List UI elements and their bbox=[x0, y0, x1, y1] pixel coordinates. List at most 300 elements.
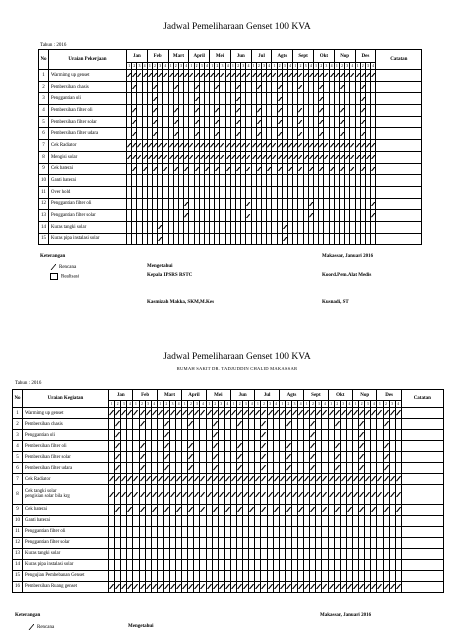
plan-mark bbox=[174, 132, 178, 136]
plan-mark bbox=[158, 237, 162, 241]
header-week: 3 bbox=[304, 64, 307, 68]
header-week: 3 bbox=[138, 64, 141, 68]
row-number: 2 bbox=[39, 81, 49, 93]
header-task: Uraian Pekerjaan bbox=[49, 50, 127, 70]
plan-mark bbox=[205, 155, 209, 159]
doc2-legend-plan bbox=[28, 624, 54, 630]
plan-mark bbox=[262, 73, 266, 77]
plan-mark bbox=[213, 421, 218, 426]
plan-mark bbox=[237, 465, 242, 470]
plan-mark bbox=[384, 454, 389, 459]
plan-mark bbox=[153, 97, 157, 101]
row-task-label: Penggantian filter oli bbox=[51, 201, 92, 207]
plan-mark bbox=[268, 410, 273, 415]
plan-mark bbox=[188, 584, 193, 589]
table-row bbox=[39, 163, 422, 175]
plan-mark bbox=[350, 167, 354, 171]
row-task bbox=[49, 210, 127, 222]
header-week: 1 bbox=[356, 64, 359, 68]
plan-mark bbox=[298, 584, 303, 589]
plan-mark bbox=[341, 410, 346, 415]
plan-mark bbox=[176, 476, 181, 481]
plan-mark bbox=[148, 73, 152, 77]
row-number: 9 bbox=[39, 163, 49, 175]
plan-mark bbox=[319, 120, 323, 124]
plan-mark bbox=[304, 476, 309, 481]
plan-mark bbox=[353, 492, 358, 497]
plan-mark bbox=[335, 465, 340, 470]
doc1-title: Jadwal Pemeliharaan Genset 100 KVA bbox=[163, 22, 311, 32]
table-row bbox=[13, 559, 444, 570]
plan-mark bbox=[236, 167, 240, 171]
plan-mark-icon bbox=[50, 264, 56, 270]
plan-mark bbox=[377, 584, 382, 589]
table-row bbox=[13, 441, 444, 452]
header-week: 1 bbox=[377, 401, 383, 408]
header-week: 1 bbox=[353, 401, 359, 408]
plan-mark bbox=[298, 120, 302, 124]
plan-mark bbox=[340, 120, 344, 124]
plan-mark bbox=[121, 584, 126, 589]
plan-mark bbox=[174, 73, 178, 77]
header-week: 1 bbox=[232, 64, 234, 68]
plan-mark bbox=[371, 73, 375, 77]
plan-mark bbox=[390, 584, 395, 589]
plan-mark bbox=[283, 237, 287, 241]
plan-mark bbox=[249, 492, 254, 497]
plan-mark bbox=[246, 202, 250, 206]
header-week: 3 bbox=[263, 64, 265, 68]
plan-mark bbox=[132, 73, 136, 77]
header-month: Okt bbox=[328, 390, 352, 401]
plan-mark bbox=[335, 421, 340, 426]
doc2-ack: Mengetahui bbox=[128, 624, 154, 629]
header-month: Des bbox=[355, 50, 376, 63]
row-notes bbox=[401, 504, 443, 515]
plan-mark bbox=[347, 492, 352, 497]
table-row bbox=[13, 526, 444, 537]
plan-mark bbox=[257, 143, 261, 147]
plan-mark bbox=[347, 410, 352, 415]
plan-mark bbox=[241, 143, 245, 147]
header-month: Des bbox=[377, 390, 401, 401]
header-week: 4 bbox=[226, 64, 229, 68]
real-label: Realisasi bbox=[61, 274, 80, 280]
row-task bbox=[23, 559, 109, 570]
header-task: Uraian Kegiatan bbox=[23, 390, 109, 408]
plan-mark bbox=[188, 492, 193, 497]
plan-mark bbox=[347, 507, 352, 512]
row-task bbox=[23, 570, 109, 581]
plan-mark bbox=[377, 492, 382, 497]
doc1-head1-name: Kasmizah Makka, SKM,M.Kes bbox=[147, 300, 215, 305]
header-week: 1 bbox=[190, 64, 193, 68]
plan-mark bbox=[246, 143, 250, 147]
plan-mark bbox=[257, 73, 261, 77]
header-week: 4 bbox=[273, 401, 279, 408]
row-number: 12 bbox=[13, 537, 23, 548]
header-week: 4 bbox=[351, 64, 354, 68]
plan-mark bbox=[215, 167, 219, 171]
header-week: 2 bbox=[341, 64, 343, 68]
plan-mark bbox=[329, 584, 334, 589]
row-task-label: Mengisi solar bbox=[51, 154, 78, 160]
plan-mark bbox=[396, 410, 401, 415]
row-notes bbox=[376, 128, 422, 140]
row-notes bbox=[401, 474, 443, 485]
plan-mark bbox=[262, 155, 266, 159]
row-number: 5 bbox=[39, 116, 49, 128]
plan-mark bbox=[353, 476, 358, 481]
header-week: 2 bbox=[383, 401, 389, 408]
plan-mark bbox=[236, 73, 240, 77]
plan-mark bbox=[200, 476, 205, 481]
plan-mark bbox=[210, 73, 214, 77]
plan-mark bbox=[359, 421, 364, 426]
plan-mark bbox=[174, 85, 178, 89]
header-week: 4 bbox=[127, 401, 133, 408]
plan-mark bbox=[170, 476, 175, 481]
row-task bbox=[23, 526, 109, 537]
plan-mark bbox=[115, 421, 120, 426]
header-week: 2 bbox=[361, 64, 364, 68]
plan-mark bbox=[288, 167, 292, 171]
plan-mark bbox=[210, 143, 214, 147]
header-week: 2 bbox=[154, 64, 156, 68]
plan-mark bbox=[220, 143, 224, 147]
plan-mark bbox=[220, 73, 224, 77]
plan-mark bbox=[127, 143, 131, 147]
plan-mark bbox=[148, 155, 152, 159]
plan-mark bbox=[272, 143, 276, 147]
plan-mark bbox=[215, 132, 219, 136]
plan-mark bbox=[361, 108, 365, 112]
plan-mark bbox=[194, 584, 199, 589]
plan-mark bbox=[319, 143, 323, 147]
plan-mark bbox=[371, 155, 375, 159]
plan-mark bbox=[255, 410, 260, 415]
plan-mark bbox=[164, 584, 169, 589]
plan-mark bbox=[127, 410, 132, 415]
plan-mark bbox=[219, 476, 224, 481]
header-week: 4 bbox=[151, 401, 157, 408]
plan-mark bbox=[384, 584, 389, 589]
plan-mark bbox=[293, 143, 297, 147]
plan-mark bbox=[109, 476, 114, 481]
plan-mark bbox=[288, 73, 292, 77]
plan-mark bbox=[340, 108, 344, 112]
row-task-label: Pembersihan filter oli bbox=[51, 107, 93, 113]
plan-mark bbox=[257, 108, 261, 112]
header-week: 1 bbox=[169, 64, 172, 68]
header-month: Jan bbox=[109, 390, 133, 401]
plan-mark bbox=[278, 143, 282, 147]
plan-mark bbox=[200, 584, 205, 589]
header-month: Feb bbox=[147, 50, 168, 63]
plan-mark bbox=[359, 443, 364, 448]
header-week: 3 bbox=[325, 64, 328, 68]
plan-mark bbox=[319, 108, 323, 112]
doc1-head2-name: Kusnadi, ST bbox=[322, 300, 349, 305]
row-task-label: Pembersihan chasis bbox=[51, 84, 89, 90]
plan-mark bbox=[194, 492, 199, 497]
plan-mark bbox=[283, 225, 287, 229]
plan-mark bbox=[316, 492, 321, 497]
plan-mark bbox=[158, 584, 163, 589]
plan-mark bbox=[182, 410, 187, 415]
plan-mark bbox=[169, 143, 173, 147]
plan-mark bbox=[115, 476, 120, 481]
header-month: Sept bbox=[304, 390, 328, 401]
plan-mark bbox=[153, 143, 157, 147]
plan-mark bbox=[298, 143, 302, 147]
header-week: 1 bbox=[255, 401, 261, 408]
table-row bbox=[13, 408, 444, 419]
plan-mark bbox=[267, 143, 271, 147]
row-task-label: Warmimg up genset bbox=[25, 410, 64, 416]
plan-mark bbox=[365, 476, 370, 481]
plan-mark bbox=[310, 443, 315, 448]
row-notes bbox=[376, 175, 422, 187]
table-row bbox=[39, 175, 422, 187]
header-week: 1 bbox=[304, 401, 310, 408]
plan-mark bbox=[390, 410, 395, 415]
plan-mark bbox=[146, 584, 151, 589]
plan-mark bbox=[304, 492, 309, 497]
plan-mark bbox=[200, 143, 204, 147]
row-notes bbox=[401, 548, 443, 559]
plan-mark bbox=[359, 410, 364, 415]
plan-mark bbox=[188, 476, 193, 481]
plan-mark bbox=[335, 454, 340, 459]
row-task bbox=[23, 515, 109, 526]
plan-mark bbox=[153, 155, 157, 159]
plan-mark bbox=[356, 73, 360, 77]
plan-mark bbox=[137, 73, 141, 77]
row-task-label: Penggantian filter solar bbox=[25, 540, 70, 546]
row-task bbox=[49, 140, 127, 152]
plan-mark bbox=[188, 421, 193, 426]
header-week: 2 bbox=[174, 64, 177, 68]
plan-mark bbox=[182, 584, 187, 589]
table-row bbox=[13, 548, 444, 559]
plan-mark bbox=[163, 155, 167, 159]
row-task bbox=[23, 485, 109, 505]
plan-mark bbox=[194, 476, 199, 481]
row-task bbox=[49, 116, 127, 128]
row-task bbox=[23, 474, 109, 485]
plan-mark bbox=[262, 143, 266, 147]
plan-mark bbox=[356, 155, 360, 159]
plan-mark bbox=[207, 410, 212, 415]
table-row bbox=[39, 198, 422, 210]
plan-mark bbox=[170, 410, 175, 415]
plan-mark bbox=[361, 85, 365, 89]
plan-mark bbox=[213, 492, 218, 497]
header-week: 4 bbox=[206, 64, 208, 68]
row-number: 15 bbox=[39, 233, 49, 245]
header-week: 3 bbox=[221, 64, 224, 68]
plan-mark bbox=[237, 454, 242, 459]
plan-mark bbox=[195, 97, 199, 101]
plan-mark bbox=[176, 410, 181, 415]
plan-mark bbox=[341, 492, 346, 497]
plan-mark bbox=[261, 507, 266, 512]
plan-mark bbox=[195, 155, 199, 159]
plan-mark bbox=[207, 584, 212, 589]
plan-mark bbox=[127, 584, 132, 589]
plan-mark bbox=[335, 492, 340, 497]
plan-mark bbox=[257, 167, 261, 171]
plan-mark bbox=[274, 492, 279, 497]
plan-mark bbox=[231, 476, 236, 481]
plan-label: Rencana bbox=[59, 265, 77, 271]
header-week: 2 bbox=[285, 401, 291, 408]
plan-mark bbox=[226, 73, 230, 77]
plan-mark bbox=[353, 584, 358, 589]
plan-mark bbox=[170, 584, 175, 589]
plan-mark bbox=[340, 155, 344, 159]
plan-mark bbox=[184, 155, 188, 159]
plan-mark bbox=[174, 120, 178, 124]
table-row bbox=[13, 581, 444, 592]
plan-mark bbox=[127, 155, 131, 159]
plan-mark bbox=[335, 507, 340, 512]
plan-mark bbox=[236, 108, 240, 112]
row-number: 12 bbox=[39, 198, 49, 210]
plan-mark bbox=[252, 143, 256, 147]
row-task bbox=[49, 70, 127, 82]
plan-mark bbox=[298, 73, 302, 77]
plan-mark bbox=[210, 155, 214, 159]
row-task-label: Cek Radiator bbox=[51, 142, 77, 148]
plan-mark bbox=[237, 492, 242, 497]
row-number: 5 bbox=[13, 452, 23, 463]
plan-mark bbox=[272, 155, 276, 159]
plan-mark bbox=[237, 584, 242, 589]
row-notes bbox=[376, 186, 422, 198]
plan-mark bbox=[283, 155, 287, 159]
plan-mark bbox=[164, 432, 169, 437]
header-month: Mei bbox=[206, 390, 230, 401]
plan-mark bbox=[278, 155, 282, 159]
plan-mark bbox=[329, 476, 334, 481]
plan-mark bbox=[384, 492, 389, 497]
header-month: Jun bbox=[230, 390, 254, 401]
plan-mark bbox=[257, 155, 261, 159]
plan-mark bbox=[137, 155, 141, 159]
row-task bbox=[49, 163, 127, 175]
plan-mark bbox=[286, 507, 291, 512]
plan-mark bbox=[237, 443, 242, 448]
header-week: 4 bbox=[247, 64, 250, 68]
row-notes bbox=[401, 515, 443, 526]
plan-mark bbox=[309, 202, 313, 206]
plan-mark bbox=[257, 132, 261, 136]
plan-mark bbox=[310, 432, 315, 437]
header-week: 4 bbox=[164, 64, 167, 68]
plan-mark bbox=[140, 507, 145, 512]
header-week: 1 bbox=[279, 401, 285, 408]
doc1-head2-role: Koord.Pem.Alat Medis bbox=[322, 273, 372, 278]
plan-mark bbox=[292, 476, 297, 481]
plan-mark bbox=[164, 465, 169, 470]
row-notes bbox=[376, 116, 422, 128]
plan-mark bbox=[195, 132, 199, 136]
header-week: 2 bbox=[237, 64, 240, 68]
plan-mark bbox=[314, 73, 318, 77]
plan-mark bbox=[322, 476, 327, 481]
row-notes bbox=[376, 233, 422, 245]
plan-mark bbox=[205, 143, 209, 147]
header-month: Jul bbox=[251, 50, 272, 63]
header-week: 3 bbox=[169, 401, 175, 408]
table-row bbox=[13, 419, 444, 430]
plan-mark bbox=[309, 73, 313, 77]
plan-mark bbox=[261, 421, 266, 426]
plan-mark bbox=[132, 120, 136, 124]
plan-mark bbox=[132, 85, 136, 89]
plan-mark bbox=[324, 73, 328, 77]
plan-mark bbox=[220, 155, 224, 159]
plan-mark bbox=[335, 73, 339, 77]
plan-mark bbox=[174, 167, 178, 171]
plan-mark bbox=[353, 410, 358, 415]
plan-mark bbox=[164, 476, 169, 481]
plan-mark bbox=[179, 143, 183, 147]
plan-mark bbox=[109, 492, 114, 497]
plan-mark bbox=[335, 443, 340, 448]
plan-mark bbox=[237, 476, 242, 481]
header-week: 1 bbox=[109, 401, 115, 408]
plan-mark bbox=[205, 73, 209, 77]
plan-mark bbox=[241, 155, 245, 159]
table-row bbox=[13, 474, 444, 485]
row-notes bbox=[401, 526, 443, 537]
row-task-label: Cek baterai bbox=[25, 507, 47, 513]
plan-mark bbox=[298, 155, 302, 159]
plan-mark bbox=[319, 73, 323, 77]
table-row bbox=[39, 233, 422, 245]
plan-mark bbox=[280, 410, 285, 415]
plan-mark bbox=[115, 507, 120, 512]
plan-mark bbox=[153, 132, 157, 136]
plan-mark bbox=[153, 108, 157, 112]
doc2-year: Tahun : 2016 bbox=[15, 381, 42, 386]
plan-mark bbox=[286, 454, 291, 459]
header-week: 2 bbox=[320, 64, 323, 68]
plan-mark bbox=[361, 97, 365, 101]
plan-mark bbox=[278, 73, 282, 77]
plan-mark bbox=[236, 120, 240, 124]
plan-mark bbox=[148, 143, 152, 147]
plan-mark bbox=[274, 410, 279, 415]
plan-mark bbox=[278, 85, 282, 89]
header-week: 2 bbox=[278, 64, 281, 68]
header-month: Sept bbox=[293, 50, 314, 63]
row-task-label: Pembersihan filter udara bbox=[51, 131, 99, 137]
header-week: 3 bbox=[367, 64, 369, 68]
header-month: Nop bbox=[353, 390, 377, 401]
row-task bbox=[49, 186, 127, 198]
header-week: 2 bbox=[139, 401, 145, 408]
header-week: 4 bbox=[176, 401, 182, 408]
doc1-year: Tahun : 2016 bbox=[40, 43, 67, 48]
row-task bbox=[49, 93, 127, 105]
plan-mark bbox=[143, 167, 147, 171]
header-week: 4 bbox=[268, 64, 271, 68]
row-task-label: Ganti baterai bbox=[25, 518, 50, 524]
